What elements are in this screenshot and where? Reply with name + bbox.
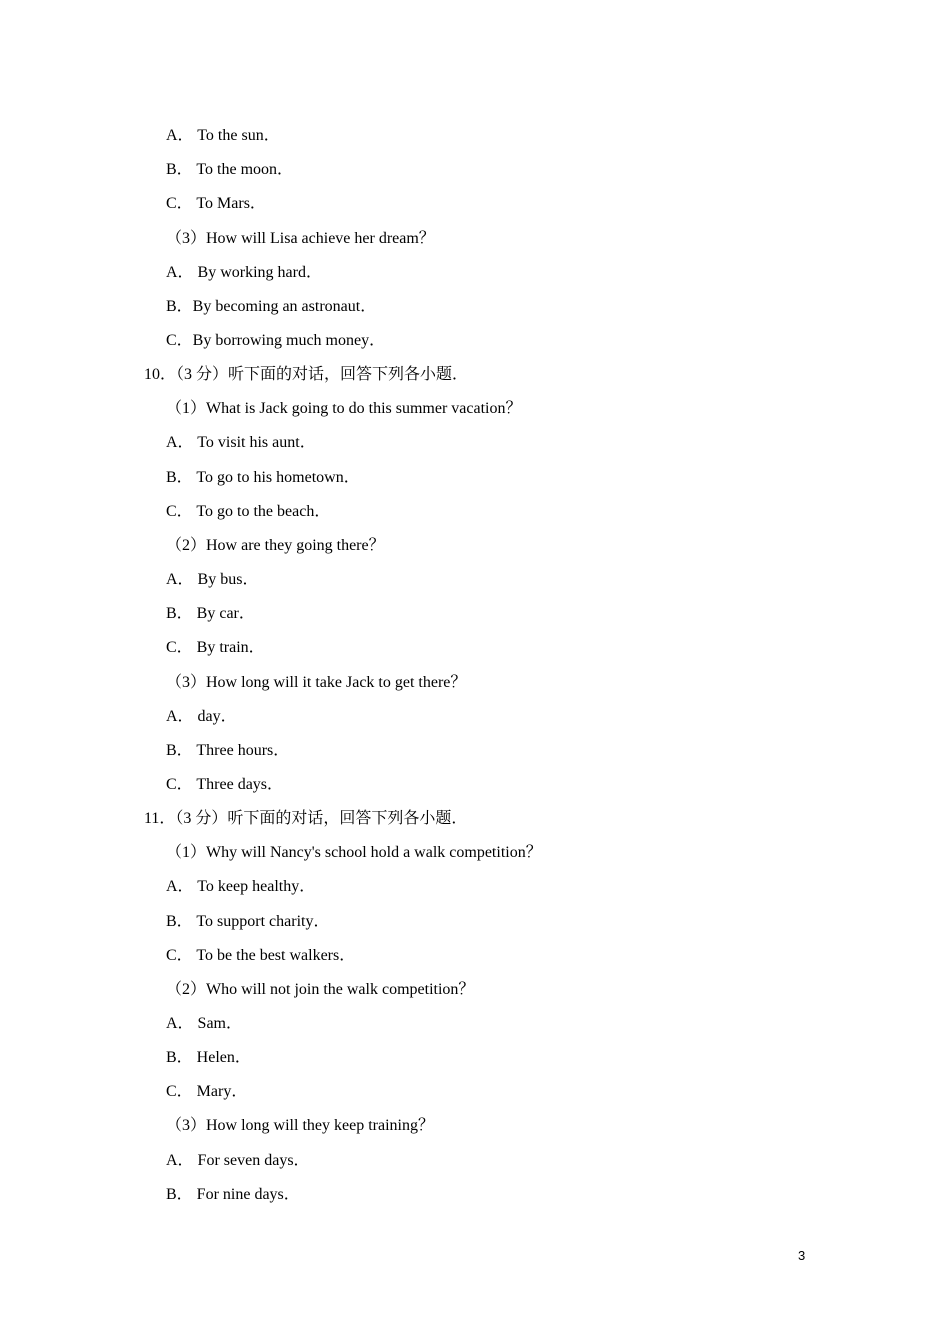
option-a: A． By working hard． [166, 264, 322, 281]
option-b: B． Helen． [166, 1049, 251, 1066]
option-c: C． Three days． [166, 776, 284, 793]
sub-question: （3）How long will they keep training？ [166, 1117, 434, 1134]
option-b: B． For nine days． [166, 1186, 300, 1203]
sub-question: （1）Why will Nancy's school hold a walk competition？ [166, 844, 542, 861]
option-a: A． For seven days． [166, 1152, 310, 1169]
sub-question: （3）How long will it take Jack to get there？ [166, 674, 467, 691]
option-b: B．By becoming an astronaut． [166, 298, 377, 315]
option-b: B． By car． [166, 605, 255, 622]
option-a: A． By bus． [166, 571, 259, 588]
sub-question: （3）How will Lisa achieve her dream？ [166, 230, 435, 247]
question-11-header: 11．（3 分）听下面的对话，回答下列各小题． [144, 810, 468, 827]
option-b: B． Three hours． [166, 742, 290, 759]
page-number: 3 [798, 1248, 806, 1263]
option-b: B． To support charity． [166, 913, 330, 930]
option-b: B． To the moon． [166, 161, 294, 178]
question-10-header: 10．（3 分）听下面的对话，回答下列各小题． [144, 366, 469, 383]
sub-question: （2）Who will not join the walk competition？ [166, 981, 475, 998]
option-a: A． day． [166, 708, 237, 725]
option-c: C．By borrowing much money． [166, 332, 386, 349]
sub-question: （1）What is Jack going to do this summer vacation？ [166, 400, 522, 417]
option-c: C． To be the best walkers． [166, 947, 356, 964]
option-b: B． To go to his hometown． [166, 469, 360, 486]
option-c: C． By train． [166, 639, 265, 656]
sub-question: （2）How are they going there？ [166, 537, 385, 554]
option-c: C． To go to the beach． [166, 503, 331, 520]
option-c: C． To Mars． [166, 195, 266, 212]
option-a: A． To the sun． [166, 127, 280, 144]
option-c: C． Mary． [166, 1083, 248, 1100]
option-a: A． To visit his aunt． [166, 434, 316, 451]
option-a: A． To keep healthy． [166, 878, 316, 895]
option-a: A． Sam． [166, 1015, 243, 1032]
